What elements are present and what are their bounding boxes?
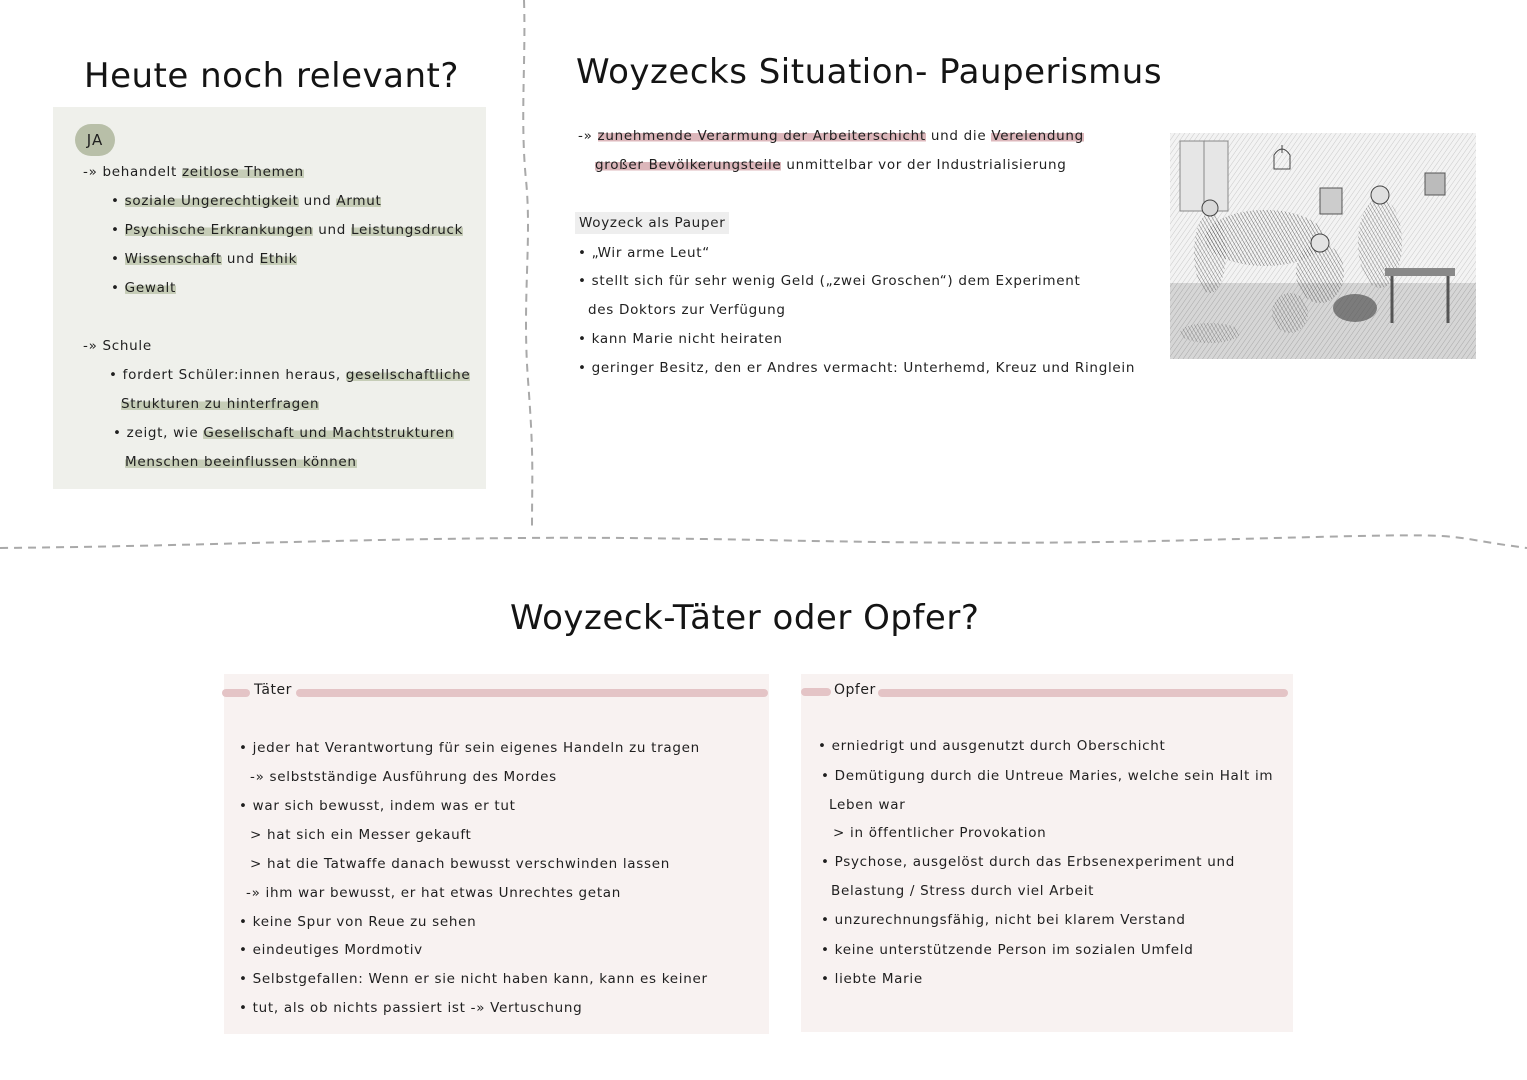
situation-title: Woyzecks Situation- Pauperismus: [576, 52, 1163, 92]
ja-badge: JA: [75, 124, 115, 156]
pauper-label: Woyzeck als Pauper: [575, 212, 729, 234]
pauper-bullet: • geringer Besitz, den er Andres vermacht: Unterhemd, Kreuz und Ringlein: [578, 360, 1136, 376]
opfer-line: > in öffentlicher Provokation: [833, 825, 1047, 841]
opfer-line: • Demütigung durch die Untreue Maries, welche sein Halt im: [821, 768, 1274, 784]
taeter-line: • Selbstgefallen: Wenn er sie nicht haben kann, kann es keiner: [239, 971, 708, 987]
taeter-line: > hat sich ein Messer gekauft: [250, 827, 472, 843]
taeter-line: • eindeutiges Mordmotiv: [239, 942, 423, 958]
pauper-bullet: • stellt sich für sehr wenig Geld („zwei Groschen“) dem Experiment: [578, 273, 1081, 289]
taeter-line: • keine Spur von Reue zu sehen: [239, 914, 477, 930]
theme-item: • Wissenschaft und Ethik: [111, 251, 298, 267]
opfer-box: [801, 674, 1293, 1032]
opfer-line: • keine unterstützende Person im sozialen Umfeld: [821, 942, 1194, 958]
pauper-bullet: • kann Marie nicht heiraten: [578, 331, 783, 347]
theme-item: • soziale Ungerechtigkeit und Armut: [111, 193, 382, 209]
theme-item: • Gewalt: [111, 280, 176, 296]
pauper-illustration: [1170, 133, 1476, 359]
school-item: • zeigt, wie Gesellschaft und Machtstrukturen: [113, 425, 455, 441]
opfer-line: • unzurechnungsfähig, nicht bei klarem Verstand: [821, 912, 1186, 928]
themes-intro: -» behandelt zeitlose Themen: [83, 164, 304, 180]
school-item-cont: Strukturen zu hinterfragen: [121, 396, 320, 412]
school-item: • fordert Schüler:innen heraus, gesellschaftliche: [109, 367, 471, 383]
taeter-box: [224, 674, 769, 1034]
opfer-label: Opfer: [834, 682, 876, 698]
verdict-title: Woyzeck-Täter oder Opfer?: [510, 598, 980, 638]
school-item-cont: Menschen beeinflussen können: [125, 454, 357, 470]
pauper-bullet: • „Wir arme Leut“: [578, 245, 710, 261]
taeter-line: -» selbstständige Ausführung des Mordes: [250, 769, 557, 785]
taeter-line: • war sich bewusst, indem was er tut: [239, 798, 516, 814]
taeter-label: Täter: [254, 682, 292, 698]
taeter-line: • jeder hat Verantwortung für sein eigenes Handeln zu tragen: [239, 740, 700, 756]
relevance-box: [53, 107, 486, 489]
taeter-line: • tut, als ob nichts passiert ist -» Vertuschung: [239, 1000, 583, 1016]
theme-item: • Psychische Erkrankungen und Leistungsdruck: [111, 222, 464, 238]
relevance-title: Heute noch relevant?: [84, 56, 459, 96]
pauperism-definition: -» zunehmende Verarmung der Arbeiterschicht und die Verelendung: [578, 128, 1084, 144]
opfer-line: • erniedrigt und ausgenutzt durch Oberschicht: [818, 738, 1166, 754]
opfer-tab-bar: [878, 689, 1288, 697]
taeter-line: > hat die Tatwaffe danach bewusst verschwinden lassen: [250, 856, 670, 872]
opfer-line: • Psychose, ausgelöst durch das Erbsenexperiment und: [821, 854, 1235, 870]
opfer-line: • liebte Marie: [821, 971, 923, 987]
taeter-line: -» ihm war bewusst, er hat etwas Unrechtes getan: [246, 885, 622, 901]
opfer-line: Leben war: [829, 797, 906, 813]
pauper-bullet-cont: des Doktors zur Verfügung: [588, 302, 786, 318]
taeter-tab-bar: [296, 689, 768, 697]
taeter-tab-bar-left: [222, 689, 250, 697]
opfer-tab-bar-left: [801, 688, 831, 696]
opfer-line: Belastung / Stress durch viel Arbeit: [831, 883, 1095, 899]
pauperism-definition-cont: großer Bevölkerungsteile unmittelbar vor der Industrialisierung: [595, 157, 1067, 173]
school-intro: -» Schule: [83, 338, 152, 354]
